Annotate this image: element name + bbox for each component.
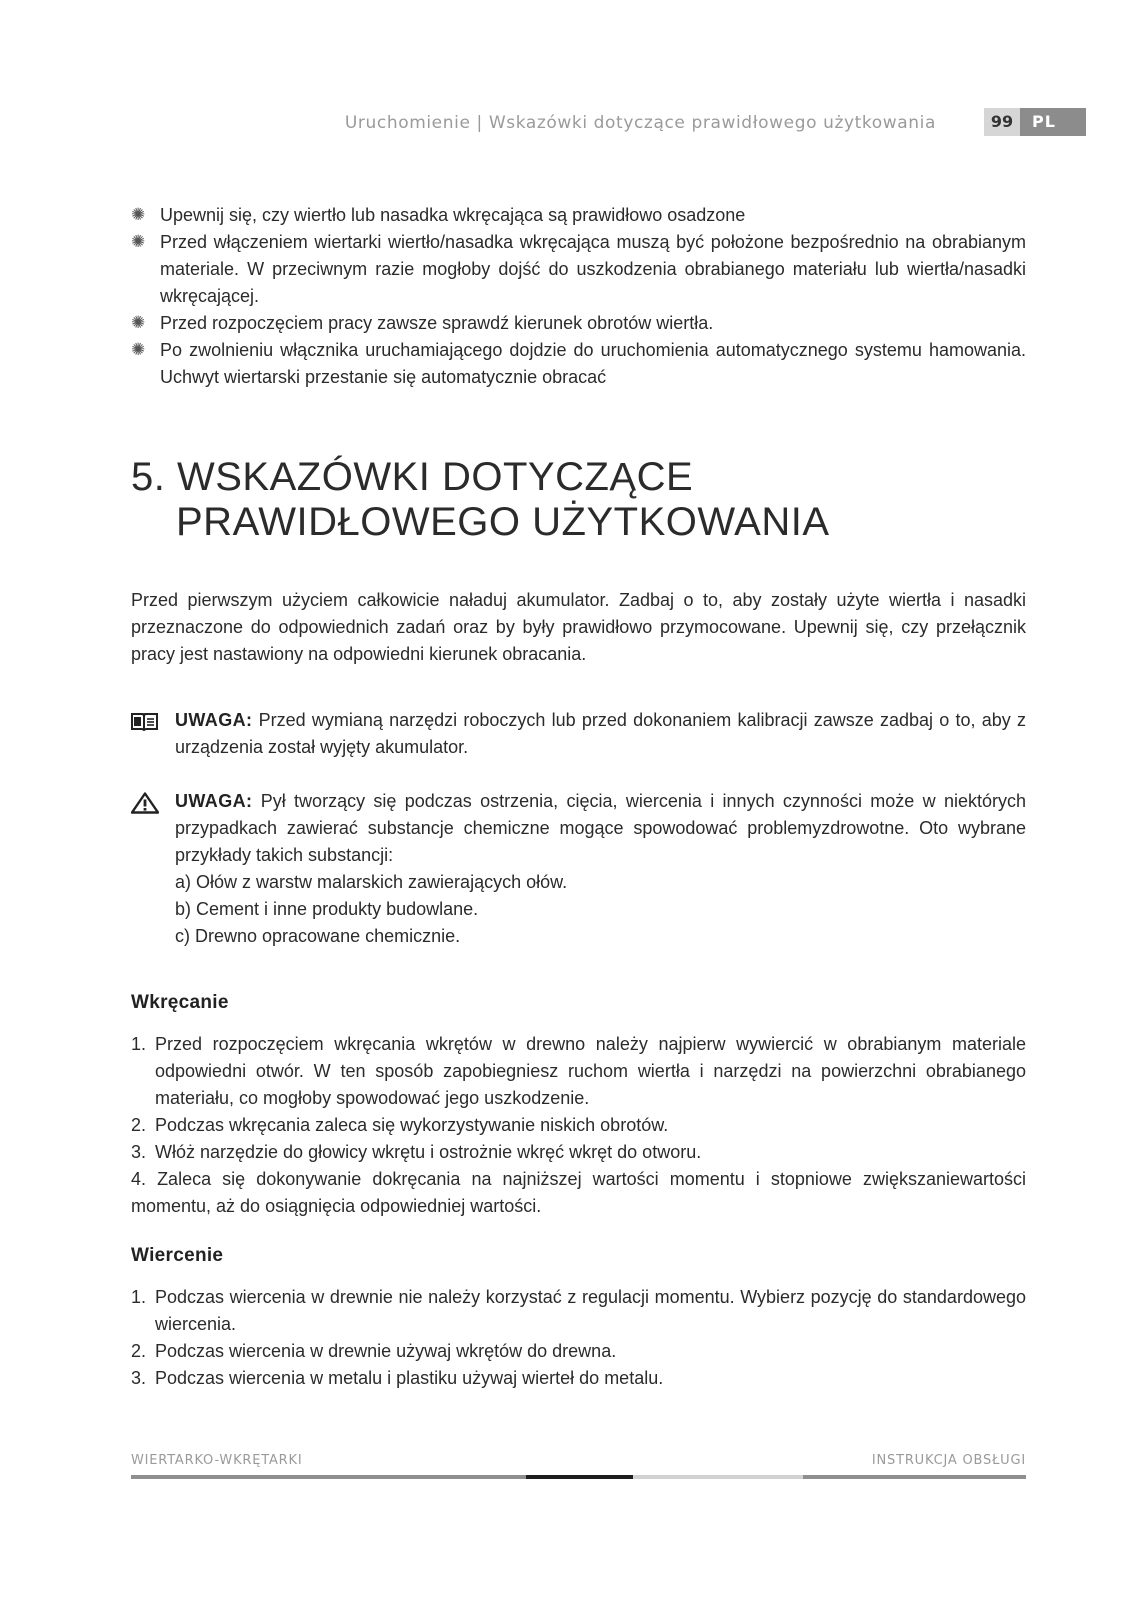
gear-bullet-icon: ✺ (131, 205, 146, 224)
subheading-wkrecanie: Wkręcanie (131, 992, 229, 1013)
language-badge: PL (1020, 108, 1086, 136)
intro-paragraph: Przed pierwszym użyciem całkowicie naładuj akumulator. Zadbaj o to, aby zostały użyte wiertła i nasadki przeznaczone do odpowiednich zadań oraz by były prawidłowo przymocowane. Upewnij się, czy przełącznik pracy jest nastawiony na odpowiedni kierunek obracania. (131, 590, 1026, 664)
page-number: 99 (984, 108, 1020, 136)
step-text: Włóż narzędzie do głowicy wkrętu i ostrożnie wkręć wkręt do otworu. (155, 1142, 702, 1162)
step-number: 2. (131, 1115, 147, 1135)
section-title-line2: PRAWIDŁOWEGO UŻYTKOWANIA (176, 500, 830, 544)
note-text: Pył tworzący się podczas ostrzenia, cięcia, wiercenia i innych czynności może w niektórych przypadkach zawierać substancje chemiczne mogące spowodować problemyzdrowotne. Oto wybrane przykłady takich substancji: (175, 791, 1026, 865)
warning-triangle-icon (131, 792, 159, 822)
step-item (131, 1031, 1026, 1112)
wiercenie-steps (131, 1284, 1026, 1392)
step-item (131, 1166, 1026, 1220)
step-number: 3. (131, 1368, 147, 1388)
manual-book-icon (131, 711, 159, 739)
footer-bar-segment (633, 1475, 803, 1479)
note-text: Przed wymianą narzędzi roboczych lub przed dokonaniem kalibracji zawsze zadbaj o to, aby z urządzenia został wyjęty akumulator. (175, 710, 1026, 757)
substance-list (175, 869, 1026, 950)
note-label: UWAGA: (175, 791, 253, 811)
step-item (131, 1284, 1026, 1338)
bullet-item (131, 337, 1026, 391)
bullet-text: Przed rozpoczęciem pracy zawsze sprawdź kierunek obrotów wiertła. (160, 313, 714, 333)
safety-bullet-list (131, 202, 1026, 391)
step-item (131, 1365, 1026, 1392)
step-item (131, 1112, 1026, 1139)
note-warning (131, 788, 1026, 950)
footer-product-name: WIERTARKO-WKRĘTARKI (131, 1453, 303, 1468)
gear-bullet-icon: ✺ (131, 313, 146, 332)
section-title (131, 455, 830, 545)
note-manual (131, 707, 1026, 761)
step-text: Podczas wiercenia w metalu i plastiku używaj wierteł do metalu. (155, 1368, 664, 1388)
step-text: Podczas wiercenia w drewnie używaj wkrętów do drewna. (155, 1341, 617, 1361)
step-number: 2. (131, 1341, 147, 1361)
subheading-wiercenie: Wiercenie (131, 1245, 224, 1266)
bullet-item (131, 202, 1026, 229)
gear-bullet-icon: ✺ (131, 340, 146, 359)
bullet-text: Po zwolnieniu włącznika uruchamiającego dojdzie do uruchomienia automatycznego systemu hamowania. Uchwyt wiertarski przestanie się automatycznie obracać (160, 340, 1026, 387)
footer-bar-segment (131, 1475, 526, 1479)
wkrecanie-steps (131, 1031, 1026, 1220)
step-number: 3. (131, 1142, 147, 1162)
footer-document-type: INSTRUKCJA OBSŁUGI (871, 1453, 1026, 1468)
step-item (131, 1139, 1026, 1166)
substance-item: b) Cement i inne produkty budowlane. (175, 899, 479, 919)
substance-item: a) Ołów z warstw malarskich zawierających ołów. (175, 872, 568, 892)
substance-item: c) Drewno opracowane chemicznie. (175, 926, 461, 946)
bullet-text: Przed włączeniem wiertarki wiertło/nasadka wkręcająca muszą być położone bezpośrednio na obrabianym materiale. W przeciwnym razie mogłoby dojść do uszkodzenia obrabianego materiału lub wiertła/nasadki wkręcającej. (160, 232, 1026, 306)
note-label: UWAGA: (175, 710, 253, 730)
bullet-item (131, 310, 1026, 337)
section-title-line1: 5. WSKAZÓWKI DOTYCZĄCE (131, 455, 694, 499)
step-text: Przed rozpoczęciem wkręcania wkrętów w drewno należy najpierw wywiercić w obrabianym materiale odpowiedni otwór. W ten sposób zapobiegniesz ruchom wiertła i narzędzi na powierzchni obrabianego materiału, co mogłoby spowodować jego uszkodzenie. (155, 1034, 1026, 1108)
bullet-item (131, 229, 1026, 310)
step-text: 4. Zaleca się dokonywanie dokręcania na najniższej wartości momentu i stopniowe zwiększaniewartości momentu, aż do osiągnięcia odpowiedniej wartości. (131, 1169, 1026, 1216)
gear-bullet-icon: ✺ (131, 232, 146, 251)
step-number: 1. (131, 1287, 147, 1307)
step-text: Podczas wkręcania zaleca się wykorzystywanie niskich obrotów. (155, 1115, 669, 1135)
footer-bar-segment (803, 1475, 1026, 1479)
step-item (131, 1338, 1026, 1365)
step-number: 1. (131, 1034, 147, 1054)
running-header-title: Uruchomienie | Wskazówki dotyczące prawidłowego użytkowania (344, 113, 936, 133)
bullet-text: Upewnij się, czy wiertło lub nasadka wkręcająca są prawidłowo osadzone (160, 205, 746, 225)
footer-bar-segment (526, 1475, 633, 1479)
step-text: Podczas wiercenia w drewnie nie należy korzystać z regulacji momentu. Wybierz pozycję do standardowego wiercenia. (155, 1287, 1026, 1334)
